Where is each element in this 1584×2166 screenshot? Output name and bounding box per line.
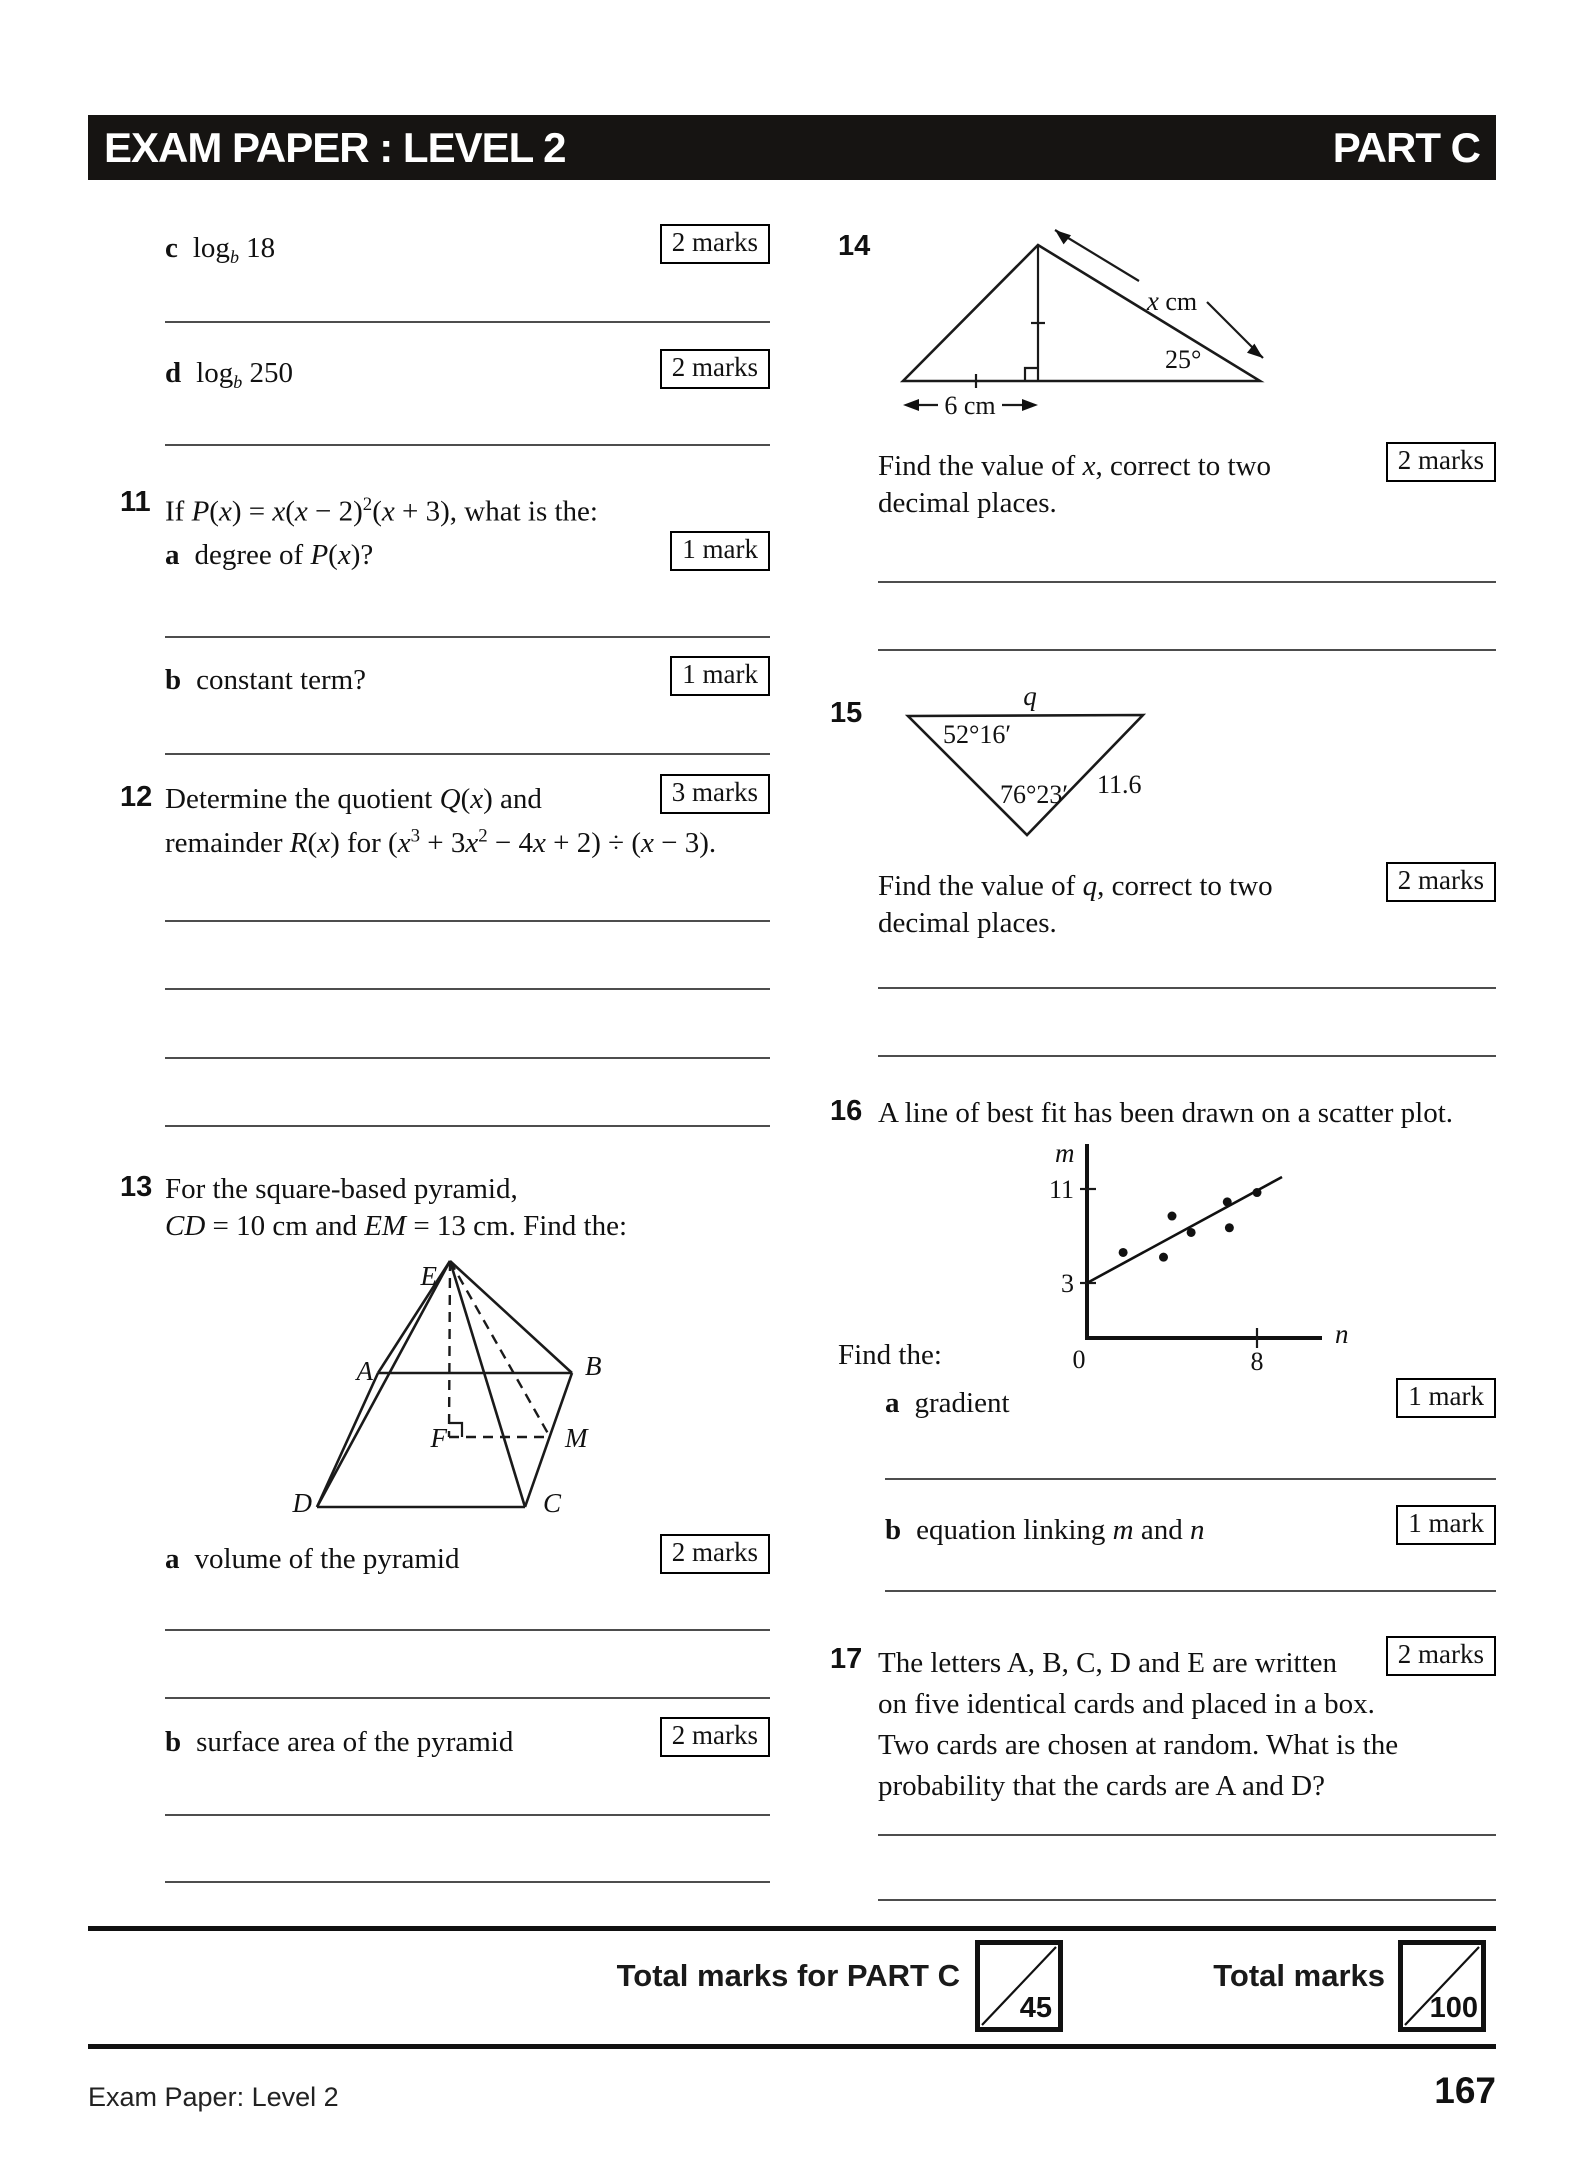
side-length-label: 11.6 xyxy=(1097,770,1142,799)
question-text-line1: Find the value of q, correct to two xyxy=(878,870,1273,902)
question-number: 17 xyxy=(830,1643,863,1675)
answer-line xyxy=(165,753,770,755)
side-label-q: q xyxy=(1023,681,1037,711)
part-letter: b xyxy=(885,1514,902,1546)
question-number: 11 xyxy=(120,486,151,518)
total-overall-value: 100 xyxy=(1429,1992,1478,2024)
question-stem-line2: remainder R(x) for $(x^3 + 3x^2 - 4x + 2) \div (x - 3)$. xyxy=(165,826,717,860)
marks-box: 2 marks xyxy=(1386,1636,1496,1676)
y-tick-label-3: 3 xyxy=(1061,1269,1074,1298)
question-number: 12 xyxy=(120,781,153,813)
marks-box: 2 marks xyxy=(1386,442,1496,482)
vertex-label-B: B xyxy=(585,1351,602,1381)
x-axis-label: n xyxy=(1335,1319,1349,1349)
question-stem-line1: For the square-based pyramid, xyxy=(165,1173,518,1205)
answer-line xyxy=(165,444,770,446)
question-text: surface area of the pyramid xyxy=(196,1726,514,1758)
part-label: PART C xyxy=(1332,123,1480,171)
part-letter: a xyxy=(165,1543,180,1575)
marks-box: 2 marks xyxy=(1386,862,1496,902)
triangle-diagram-q15 xyxy=(875,681,1175,850)
answer-line xyxy=(878,581,1496,583)
question-stem: A line of best fit has been drawn on a scatter plot. xyxy=(878,1097,1454,1129)
total-part-value: 45 xyxy=(1019,1992,1052,2024)
answer-line xyxy=(165,1881,770,1883)
marks-box: 1 mark xyxy=(1396,1505,1496,1545)
part-letter: b xyxy=(165,1726,182,1758)
vertex-label-F: F xyxy=(430,1423,447,1453)
answer-line xyxy=(878,1834,1496,1836)
answer-line xyxy=(165,636,770,638)
question-stem-line3: Two cards are chosen at random. What is the xyxy=(878,1729,1399,1761)
vertex-label-C: C xyxy=(543,1488,562,1518)
question-stem-line2: on five identical cards and placed in a box. xyxy=(878,1688,1375,1720)
answer-line xyxy=(165,988,770,990)
answer-line xyxy=(165,321,770,323)
base-length-label: 6 cm xyxy=(944,391,996,420)
header-bar xyxy=(88,115,1496,180)
question-text-line2: decimal places. xyxy=(878,487,1057,519)
marks-box: 2 marks xyxy=(660,1534,770,1574)
x-tick-label-8: 8 xyxy=(1250,1347,1264,1376)
answer-line xyxy=(165,1057,770,1059)
vertex-label-A: A xyxy=(356,1356,373,1386)
angle-label-left: 52°16′ xyxy=(943,720,1012,749)
question-number: 14 xyxy=(838,230,871,262)
answer-line xyxy=(885,1590,1496,1592)
answer-line xyxy=(885,1478,1496,1480)
triangle-diagram-q14 xyxy=(890,222,1290,418)
divider-rule-top xyxy=(88,1926,1496,1931)
divider-rule-bottom xyxy=(88,2044,1496,2049)
find-the-label: Find the: xyxy=(838,1339,942,1371)
part-letter: b xyxy=(165,664,182,696)
question-text: volume of the pyramid xyxy=(194,1543,460,1575)
answer-line xyxy=(165,1814,770,1816)
marks-box: 2 marks xyxy=(660,224,770,264)
question-number: 13 xyxy=(120,1171,153,1203)
question-text: logb 18 xyxy=(192,232,276,267)
question-text: degree of P(x)? xyxy=(194,539,374,571)
answer-line xyxy=(878,987,1496,989)
side-length-label: x cm xyxy=(1146,286,1198,316)
question-text: logb 250 xyxy=(196,357,293,392)
book-footer-label: Exam Paper: Level 2 xyxy=(88,2082,339,2112)
answer-line xyxy=(165,1697,770,1699)
right-angle-mark xyxy=(1025,368,1038,381)
total-overall-box xyxy=(1398,1940,1486,2032)
total-overall-label: Total marks xyxy=(1213,1958,1385,1993)
question-text: equation linking m and n xyxy=(916,1514,1205,1546)
marks-box: 1 mark xyxy=(670,656,770,696)
y-axis-label: m xyxy=(1055,1138,1075,1168)
angle-label: 25° xyxy=(1165,345,1202,374)
origin-label: 0 xyxy=(1072,1345,1086,1374)
question-text: constant term? xyxy=(196,664,367,696)
vertex-label-M: M xyxy=(565,1423,588,1453)
marks-box: 1 mark xyxy=(670,531,770,571)
page-title: EXAM PAPER : LEVEL 2 xyxy=(104,123,566,171)
marks-box: 2 marks xyxy=(660,349,770,389)
scatter-plot xyxy=(1040,1140,1360,1375)
question-number: 16 xyxy=(830,1095,863,1127)
question-text-line2: decimal places. xyxy=(878,907,1057,939)
page-number: 167 xyxy=(1434,2070,1496,2111)
total-part-label: Total marks for PART C xyxy=(616,1958,960,1993)
vertex-label-E: E xyxy=(420,1261,437,1291)
part-letter: a xyxy=(165,539,180,571)
question-stem-line2: CD = 10 cm and EM = 13 cm. Find the: xyxy=(165,1210,628,1242)
question-stem-line4: probability that the cards are A and D? xyxy=(878,1770,1325,1802)
marks-box: 2 marks xyxy=(660,1717,770,1757)
answer-line xyxy=(165,920,770,922)
answer-line xyxy=(165,1629,770,1631)
answer-line xyxy=(165,1125,770,1127)
question-stem: If $P(x) = x(x - 2)^2(x + 3)$, what is the: xyxy=(165,494,598,528)
question-stem-line1: Determine the quotient Q(x) and xyxy=(165,783,542,815)
question-stem-line1: The letters A, B, C, D and E are written xyxy=(878,1647,1338,1679)
vertex-label-D: D xyxy=(292,1488,312,1518)
answer-line xyxy=(878,649,1496,651)
question-number: 15 xyxy=(830,697,863,729)
marks-box: 1 mark xyxy=(1396,1378,1496,1418)
angle-label-bottom: 76°23′ xyxy=(1000,780,1069,809)
marks-box: 3 marks xyxy=(660,774,770,814)
question-text-line1: Find the value of x, correct to two xyxy=(878,450,1271,482)
total-part-box xyxy=(975,1940,1063,2032)
y-tick-label-11: 11 xyxy=(1048,1175,1074,1204)
answer-line xyxy=(878,1055,1496,1057)
part-letter: d xyxy=(165,357,182,389)
right-angle-mark xyxy=(449,1423,462,1437)
pyramid-diagram xyxy=(290,1250,610,1530)
part-letter: c xyxy=(165,232,178,264)
part-letter: a xyxy=(885,1387,900,1419)
answer-line xyxy=(878,1899,1496,1901)
question-text: gradient xyxy=(914,1387,1010,1419)
